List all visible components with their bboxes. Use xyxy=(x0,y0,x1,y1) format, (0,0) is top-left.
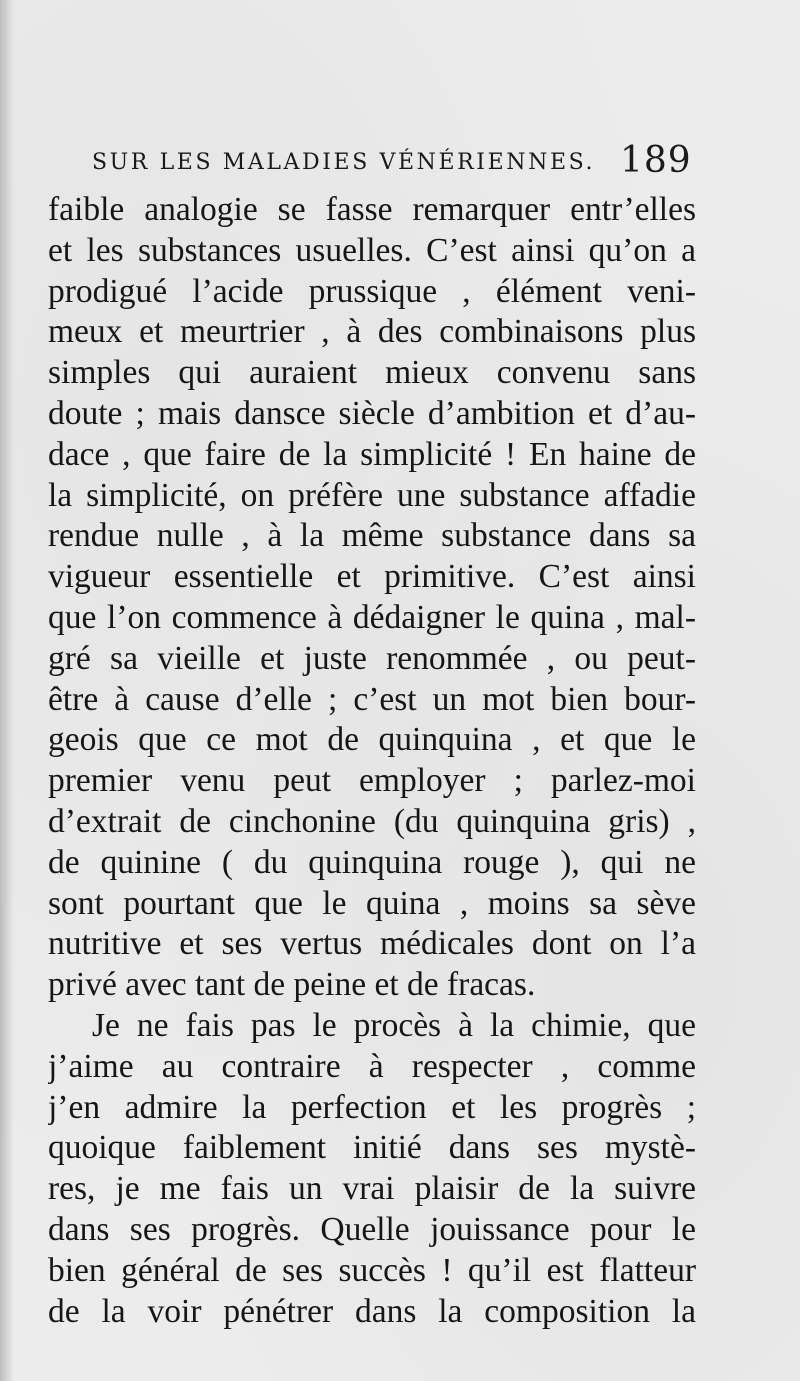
page-header xyxy=(0,140,800,188)
text-line: gré sa vieille et juste renommée , ou peut- xyxy=(48,639,696,677)
text-line: de la voir pénétrer dans la composition la xyxy=(48,1292,696,1330)
text-line: j’aime au contraire à respecter , comme xyxy=(48,1047,696,1085)
text-line: premier venu peut employer ; parlez-moi xyxy=(48,762,696,800)
text-line: bien général de ses succès ! qu’il est flatteur xyxy=(48,1251,696,1289)
text-line: Je ne fais pas le procès à la chimie, que xyxy=(92,1006,696,1044)
text-line: simples qui auraient mieux convenu sans xyxy=(48,354,696,392)
text-line: quoique faiblement initié dans ses mystè- xyxy=(48,1129,696,1167)
text-line: faible analogie se fasse remarquer entr’elles xyxy=(48,191,696,228)
text-line: rendue nulle , à la même substance dans sa xyxy=(48,517,696,555)
text-line: j’en admire la perfection et les progrès ; xyxy=(48,1088,696,1126)
text-line: de quinine ( du quinquina rouge ), qui ne xyxy=(48,843,696,881)
text-line: dace , que faire de la simplicité ! En haine de xyxy=(48,435,696,473)
running-title: SUR LES MALADIES VÉNÉRIENNES. xyxy=(92,150,596,175)
text-line: que l’on commence à dédaigner le quina , mal- xyxy=(48,598,696,636)
text-line: vigueur essentielle et primitive. C’est ainsi xyxy=(48,558,696,596)
text-line: sont pourtant que le quina , moins sa sève xyxy=(48,884,696,922)
page-number: 189 xyxy=(620,140,692,181)
text-line: meux et meurtrier , à des combinaisons plus xyxy=(48,313,696,351)
text-line: d’extrait de cinchonine (du quinquina gris) , xyxy=(48,802,696,840)
text-line: privé avec tant de peine et de fracas. xyxy=(48,966,536,1004)
text-line: dans ses progrès. Quelle jouissance pour le xyxy=(48,1210,696,1248)
text-line: nutritive et ses vertus médicales dont on l’a xyxy=(48,925,696,963)
text-line: res, je me fais un vrai plaisir de la suivre xyxy=(48,1170,696,1208)
page-gutter-shadow xyxy=(0,0,14,1381)
text-line: doute ; mais dansce siècle d’ambition et d’au- xyxy=(48,394,696,432)
text-line: la simplicité, on préfère une substance affadie xyxy=(48,476,696,514)
body-text xyxy=(48,190,696,1332)
text-line: être à cause d’elle ; c’est un mot bien bour- xyxy=(48,680,696,718)
text-line: prodigué l’acide prussique , élément veni- xyxy=(48,272,696,310)
text-line: et les substances usuelles. C’est ainsi qu’on a xyxy=(48,231,696,269)
text-line: geois que ce mot de quinquina , et que le xyxy=(48,721,696,759)
